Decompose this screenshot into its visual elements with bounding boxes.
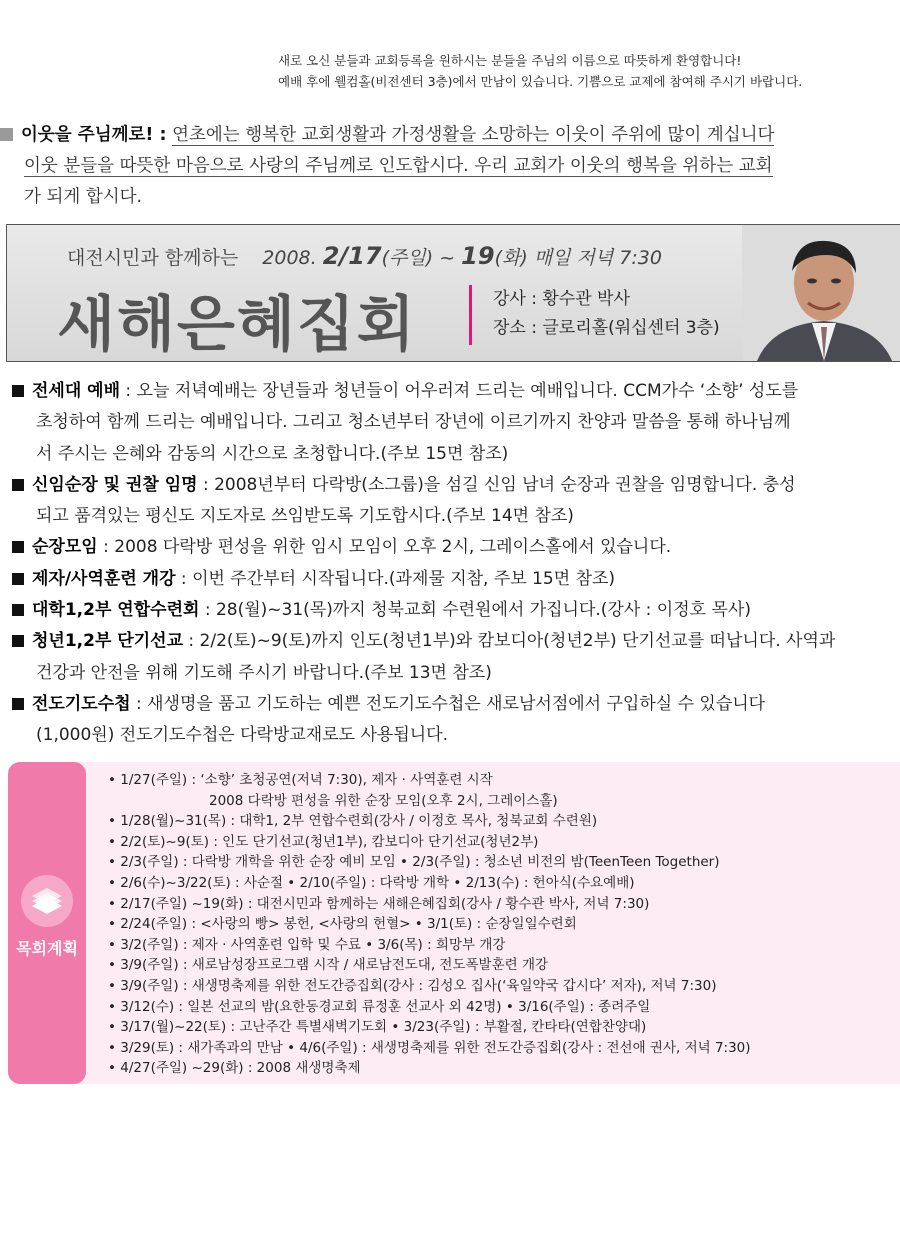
plan-item: • 3/9(주일) : 새로남성장프로그램 시작 / 새로남전도대, 전도폭발훈련 개강: [108, 957, 549, 974]
notice-sep: :: [97, 537, 115, 558]
plan-item: • 3/2(주일) : 제자 · 사역훈련 입학 및 수료 • 3/6(목) : 희망부 개강: [108, 936, 506, 953]
neighbor-label: 이웃을 주님께로! :: [21, 125, 167, 145]
square-bullet-icon: [12, 479, 24, 491]
notice-list: [0, 376, 900, 752]
notice-text: 2/2(토)~9(토)까지 인도(청년1부)와 캄보디아(청년2부) 단기선교를 떠납니다. 사역과: [199, 631, 836, 652]
notice-item: [0, 532, 900, 563]
banner-venue: 장소 : 글로리홀(워십센터 3층): [493, 318, 720, 338]
plan-item: • 3/9(주일) : 새생명축제를 위한 전도간증집회(강사 : 김성오 집사(‘육일약국 갑시다’ 저자), 저녁 7:30): [108, 977, 717, 994]
date-tilde: ~: [433, 247, 462, 269]
notice-item: [0, 595, 900, 626]
neighbor-text: 연초에는 행복한 교회생활과 가정생활을 소망하는 이웃이 주위에 많이 계십니다: [172, 125, 775, 145]
notice-label: 청년1,2부 단기선교: [32, 631, 183, 652]
notice-sep: :: [199, 600, 216, 621]
neighbor-text: 가 되게 합시다.: [24, 187, 143, 207]
pastoral-plan-tab: [8, 762, 86, 1084]
notice-sep: :: [197, 474, 215, 495]
notice-item: [0, 626, 900, 657]
plan-item: • 2/24(주일) : <사랑의 빵> 봉헌, <사랑의 헌혈> • 3/1(토) : 순장일일수련회: [108, 916, 577, 933]
banner-subtitle: 대전시민과 함께하는: [67, 247, 239, 269]
banner-subtitle-row: [67, 242, 662, 270]
welcome-line: 새로 오신 분들과 교회등록을 원하시는 분들을 주님의 이름으로 따뜻하게 환영합니다!: [278, 53, 742, 68]
notice-text: 초청하여 함께 드리는 예배입니다. 그리고 청소년부터 장년에 이르기까지 찬양과 말씀을 통해 하나님께: [36, 412, 791, 433]
plan-item: • 2/17(주일) ~19(화) : 대전시민과 함께하는 새해은혜집회(강사 / 황수관 박사, 저녁 7:30): [108, 895, 650, 912]
pastoral-plan-label: 목회계획: [16, 939, 78, 958]
plan-item: • 3/29(토) : 새가족과의 만남 • 4/6(주일) : 새생명축제를 위한 전도간증집회(강사 : 전선애 권사, 저녁 7:30): [108, 1039, 751, 1056]
revival-banner: [6, 224, 900, 362]
plan-item: • 4/27(주일) ~29(화) : 2008 새생명축제: [108, 1060, 361, 1077]
plan-item: 2008 다락방 편성을 위한 순장 모임(오후 2시, 그레이스홀): [209, 792, 558, 809]
banner-info: [493, 285, 720, 343]
welcome-notice: [278, 50, 888, 92]
square-bullet-icon: [12, 385, 24, 397]
date-start-day: (주일): [381, 247, 434, 269]
notice-text: 서 주시는 은혜와 감동의 시간으로 초청합니다.(주보 15면 참조): [36, 443, 509, 464]
notice-text: 이번 주간부터 시작됩니다.(과제물 지참, 주보 15면 참조): [192, 568, 616, 589]
pastoral-plan-box: [8, 762, 900, 1084]
square-bullet-icon: [12, 635, 24, 647]
notice-item: [0, 689, 900, 720]
date-time: 매일 저녁 7:30: [527, 247, 662, 269]
notice-text: 28(월)~31(목)까지 청북교회 수련원에서 가집니다.(강사 : 이정호 목사): [215, 600, 751, 621]
notice-text: 새생명을 품고 기도하는 예쁜 전도기도수첩은 새로남서점에서 구입하실 수 있습니다: [147, 693, 766, 714]
welcome-line: 예배 후에 웰컴홀(비전센터 3층)에서 만남이 있습니다. 기쁨으로 교제에 참여해 주시기 바랍니다.: [278, 74, 803, 89]
notice-sep: :: [130, 693, 148, 714]
notice-text: 되고 품격있는 평신도 지도자로 쓰임받도록 기도합시다.(주보 14면 참조): [36, 506, 574, 527]
neighbor-notice: [0, 120, 900, 213]
plan-item: • 2/2(토)~9(토) : 인도 단기선교(청년1부), 캄보디아 단기선교(청년2부): [108, 833, 539, 850]
plan-item: • 2/6(수)~3/22(토) : 사순절 • 2/10(주일) : 다락방 개학 • 2/13(수) : 헌아식(수요예배): [108, 874, 635, 891]
date-end: 19: [461, 242, 495, 270]
square-bullet-icon: [12, 604, 24, 616]
notice-item: [0, 470, 900, 501]
date-start: 2/17: [322, 242, 382, 270]
notice-text: (1,000원) 전도기도수첩은 다락방교재로도 사용됩니다.: [36, 725, 448, 746]
notice-sep: :: [183, 631, 200, 652]
speaker-portrait: [742, 225, 900, 361]
date-year: 2008.: [262, 247, 317, 269]
square-bullet-icon: [0, 128, 13, 141]
notice-label: 전도기도수첩: [32, 693, 131, 714]
notice-sep: :: [120, 381, 137, 401]
notice-label: 전세대 예배: [32, 381, 121, 401]
notice-label: 제자/사역훈련 개강: [32, 568, 176, 589]
square-bullet-icon: [12, 573, 24, 585]
notice-text: 건강과 안전을 위해 기도해 주시기 바랍니다.(주보 13면 참조): [36, 662, 492, 683]
plan-item: • 1/27(주일) : ‘소향’ 초청공연(저녁 7:30), 제자 · 사역훈련 시작: [108, 772, 493, 788]
plan-item: • 2/3(주일) : 다락방 개학을 위한 순장 예비 모임 • 2/3(주일) : 청소년 비전의 밤(TeenTeen Together): [108, 854, 720, 871]
notice-text: 2008년부터 다락방(소그룹)을 섬길 신임 남녀 순장과 권찰을 임명합니다. 충성: [214, 474, 796, 495]
plan-item: • 1/28(월)~31(목) : 대학1, 2부 연합수련회(강사 / 이정호 목사, 청북교회 수련원): [108, 813, 598, 830]
book-stack-icon: [20, 874, 74, 928]
notice-text: 2008 다락방 편성을 위한 임시 모임이 오후 2시, 그레이스홀에서 있습니다.: [114, 537, 672, 558]
notice-label: 신임순장 및 권찰 임명: [32, 474, 198, 495]
date-end-day: (화): [494, 247, 528, 269]
notice-item: [0, 376, 900, 407]
square-bullet-icon: [12, 541, 24, 553]
banner-speaker: 강사 : 황수관 박사: [493, 289, 630, 309]
plan-list: [108, 770, 898, 1079]
plan-item: • 3/12(수) : 일본 선교의 밤(요한동경교회 류정훈 선교사 외 42명) • 3/16(주일) : 종려주일: [108, 998, 651, 1015]
notice-item: [0, 564, 900, 595]
neighbor-text: 이웃 분들을 따뜻한 마음으로 사랑의 주님께로 인도합시다. 우리 교회가 이웃의 행복을 위하는 교회: [24, 156, 773, 176]
square-bullet-icon: [12, 698, 24, 710]
banner-title: 새해은혜집회: [57, 290, 417, 360]
plan-item: • 3/17(월)~22(토) : 고난주간 특별새벽기도회 • 3/23(주일) : 부활절, 칸타타(연합찬양대): [108, 1019, 647, 1036]
banner-date: [262, 242, 662, 270]
notice-text: 오늘 저녁예배는 장년들과 청년들이 어우러져 드리는 예배입니다. CCM가수 ‘소향’ 성도를: [136, 381, 799, 401]
notice-label: 순장모임: [32, 537, 98, 558]
banner-divider: [469, 285, 472, 345]
notice-label: 대학1,2부 연합수련회: [32, 600, 200, 621]
notice-sep: :: [175, 568, 193, 589]
